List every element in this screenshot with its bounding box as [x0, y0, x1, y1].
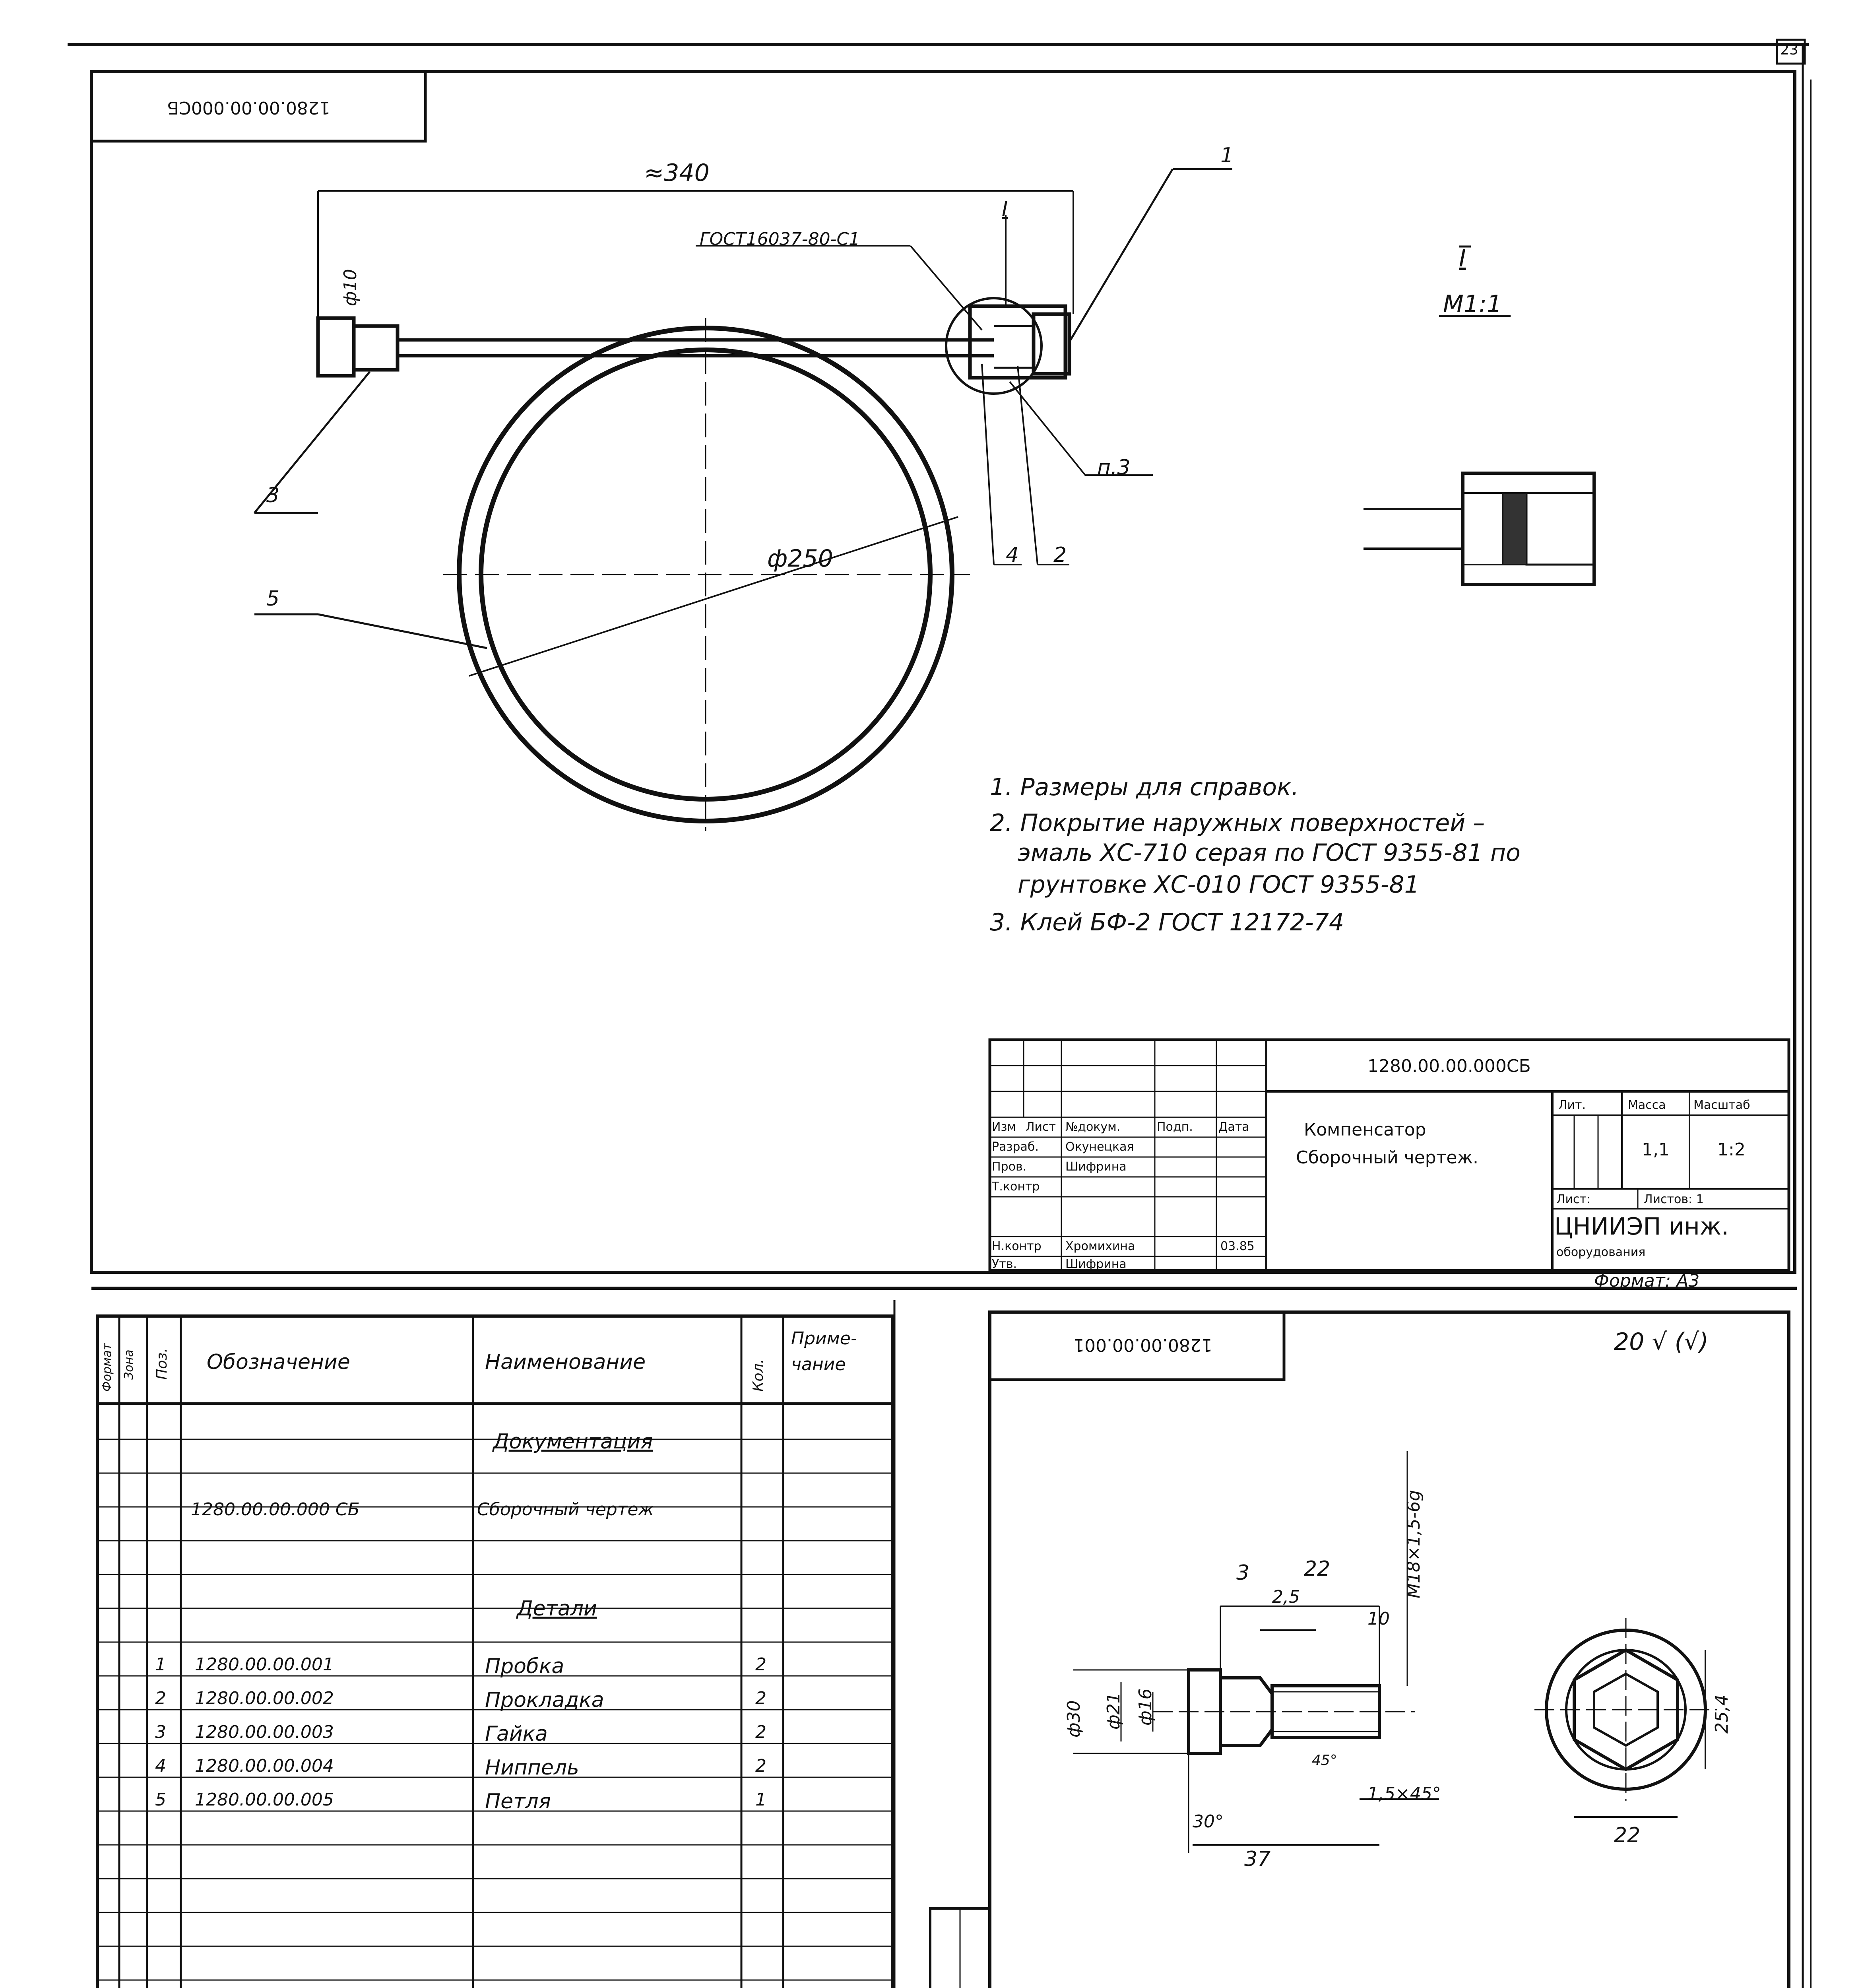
spec-h-pos: Поз.	[154, 1348, 170, 1380]
detail-title: I	[1459, 245, 1466, 272]
tb1-role-2: Т.контр	[992, 1180, 1040, 1194]
dim-d30: ф30	[1064, 1700, 1084, 1738]
tb1-sheet: Лист:	[1556, 1192, 1591, 1206]
tb1-person-4: Хромихина	[1065, 1239, 1135, 1253]
dim-22b: 22	[1614, 1823, 1641, 1847]
spec-h-note-2: чание	[791, 1354, 846, 1375]
tb1-h-date: Дата	[1218, 1120, 1249, 1134]
spec-h-zone: Зона	[122, 1349, 136, 1380]
note-1: 1. Размеры для справок.	[990, 773, 1299, 801]
tb1-role-0: Разраб.	[992, 1140, 1039, 1154]
pos-label-4: 4	[1006, 543, 1019, 567]
dim-22: 22	[1304, 1557, 1331, 1581]
tb1-org-2: оборудования	[1556, 1245, 1646, 1259]
tb1-mass: 1,1	[1642, 1140, 1670, 1160]
dim-3: 3	[1236, 1561, 1250, 1585]
dim-d16: ф16	[1135, 1688, 1156, 1726]
spec-row-name: Гайка	[485, 1722, 548, 1746]
tb1-org: ЦНИИЭП инж.	[1554, 1213, 1729, 1241]
spec-row-pos: 4	[155, 1756, 166, 1776]
dim-d21: ф21	[1104, 1692, 1124, 1730]
spec-row-designation: 1280.00.00.003	[195, 1722, 334, 1742]
tb1-scale-label: Масштаб	[1693, 1098, 1750, 1112]
note-2-cont: эмаль ХС-710 серая по ГОСТ 9355-81 по	[1018, 839, 1521, 867]
dim-ring-diam: ф250	[767, 545, 833, 573]
pos-label-2: 2	[1053, 543, 1067, 567]
dim-pipe-diam: ф10	[340, 269, 361, 306]
tb1-scale: 1:2	[1717, 1140, 1746, 1160]
spec-row-name: Прокладка	[485, 1688, 604, 1712]
tb1-h-doc: №докум.	[1065, 1120, 1121, 1134]
dim-10: 10	[1367, 1609, 1390, 1629]
spec-row-name: Петля	[485, 1790, 551, 1813]
spec-row-name: Ниппель	[485, 1756, 579, 1780]
spec-h-name: Наименование	[485, 1350, 646, 1374]
spec-h-format: Формат	[100, 1343, 114, 1392]
note-2: 2. Покрытие наружных поверхностей –	[990, 809, 1485, 837]
spec-row-designation: 1280.00.00.001	[195, 1654, 334, 1675]
tb1-h-izm: Изм	[992, 1120, 1016, 1134]
note-2-cont-2: грунтовке ХС-010 ГОСТ 9355-81	[1018, 871, 1420, 899]
detail-callout: I	[1002, 197, 1008, 221]
dim-25-4: 25,4	[1712, 1695, 1732, 1734]
spec-row-pos: 5	[155, 1790, 166, 1810]
tb1-h-list: Лист	[1026, 1120, 1056, 1134]
tb1-name-1: Компенсатор	[1304, 1120, 1426, 1140]
spec-row-qty: 2	[755, 1688, 766, 1708]
tb1-lit: Лит.	[1558, 1098, 1586, 1112]
dim-length: ≈340	[644, 159, 710, 187]
note-ref: п.3	[1097, 456, 1131, 480]
dim-37: 37	[1244, 1847, 1271, 1871]
tb1-sheets: Листов: 1	[1644, 1192, 1704, 1206]
pos-label-5: 5	[266, 587, 280, 611]
tb1-h-sign: Подп.	[1157, 1120, 1193, 1134]
tb1-role-1: Пров.	[992, 1160, 1027, 1174]
roughness: 20 √ (√)	[1614, 1328, 1709, 1356]
stamp-code: 1280.00.00.000СБ	[167, 97, 330, 118]
dim-2-5: 2,5	[1272, 1587, 1300, 1607]
spec-section-parts: Детали	[517, 1597, 597, 1621]
dim-30: 30°	[1193, 1811, 1224, 1832]
spec-row-designation: 1280.00.00.002	[195, 1688, 334, 1708]
spec-doc-designation: 1280.00.00.000 СБ	[191, 1499, 360, 1520]
tb1-role-5: Утв.	[992, 1257, 1017, 1271]
tb1-format: Формат: А3	[1594, 1271, 1700, 1291]
dim-45: 45°	[1312, 1752, 1337, 1769]
dim-gost-fitting: ГОСТ16037-80-С1	[700, 229, 860, 249]
tb1-mass-label: Масса	[1628, 1098, 1666, 1112]
spec-doc-name: Сборочный чертеж	[477, 1499, 654, 1520]
spec-h-note-1: Приме-	[791, 1328, 857, 1349]
spec-row-designation: 1280.00.00.004	[195, 1756, 334, 1776]
pos-label-1: 1	[1220, 144, 1234, 167]
note-3: 3. Клей БФ-2 ГОСТ 12172-74	[990, 909, 1344, 936]
spec-row-qty: 2	[755, 1722, 766, 1742]
part-stamp-code: 1280.00.00.001	[1073, 1335, 1212, 1355]
tb1-name-2: Сборочный чертеж.	[1296, 1147, 1479, 1168]
page-number: 23	[1780, 42, 1798, 58]
spec-row-qty: 1	[755, 1790, 766, 1810]
spec-row-designation: 1280.00.00.005	[195, 1790, 334, 1810]
spec-row-pos: 3	[155, 1722, 166, 1742]
tb1-person-1: Шифрина	[1065, 1160, 1127, 1174]
spec-row-pos: 1	[155, 1654, 166, 1675]
tb1-role-4: Н.контр	[992, 1239, 1042, 1253]
spec-h-designation: Обозначение	[207, 1350, 350, 1374]
dim-chamfer: 1,5×45°	[1367, 1784, 1441, 1804]
spec-row-pos: 2	[155, 1688, 166, 1708]
tb1-person-5: Шифрина	[1065, 1257, 1127, 1271]
spec-row-qty: 2	[755, 1756, 766, 1776]
dim-thread: М18×1,5-6g	[1404, 1490, 1424, 1598]
tb1-person-0: Окунецкая	[1065, 1140, 1134, 1154]
spec-h-qty: Кол.	[750, 1359, 766, 1392]
spec-row-qty: 2	[755, 1654, 766, 1675]
spec-row-name: Пробка	[485, 1654, 564, 1678]
detail-scale: М1:1	[1443, 290, 1502, 318]
spec-section-docs: Документация	[493, 1430, 653, 1454]
tb1-date: 03.85	[1220, 1239, 1255, 1253]
tb1-code: 1280.00.00.000СБ	[1367, 1056, 1531, 1076]
pos-label-3: 3	[266, 483, 280, 507]
